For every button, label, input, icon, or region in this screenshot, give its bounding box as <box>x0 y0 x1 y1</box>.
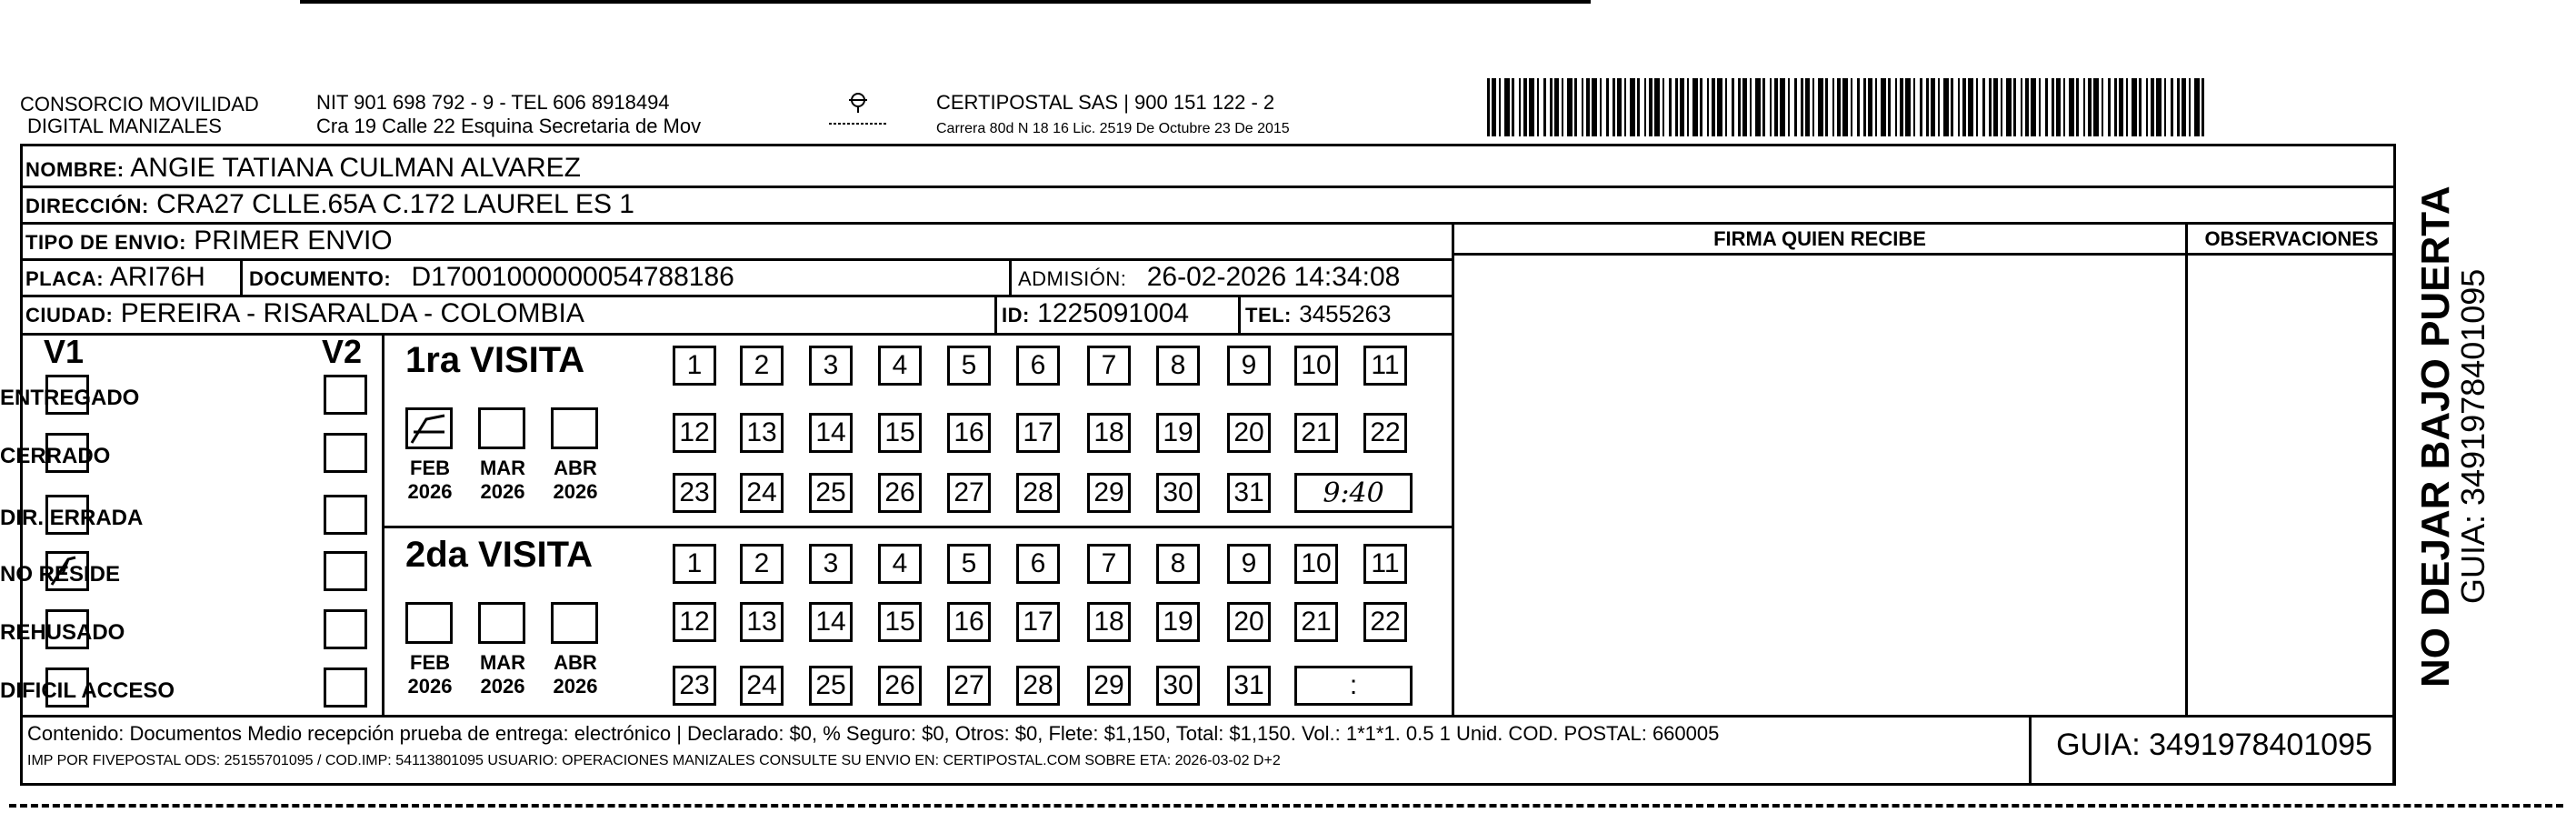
v1-header: V1 <box>44 333 85 370</box>
day-checkbox[interactable]: 10 <box>1294 544 1338 584</box>
admision-row <box>1018 262 1400 295</box>
month-label: MAR 2026 <box>479 457 526 503</box>
day-checkbox[interactable]: 19 <box>1156 602 1200 642</box>
day-checkbox[interactable]: 14 <box>809 602 853 642</box>
barcode-bar <box>1920 78 1922 136</box>
row-divider <box>20 715 2396 718</box>
barcode-bar <box>1982 78 1985 136</box>
month-label: MAR 2026 <box>479 651 526 698</box>
day-checkbox[interactable]: 3 <box>809 544 853 584</box>
day-checkbox[interactable]: 25 <box>809 666 853 706</box>
barcode-bar <box>1499 78 1501 136</box>
day-checkbox[interactable]: 24 <box>740 473 784 513</box>
placa-value: ARI76H <box>109 262 205 292</box>
col-divider <box>382 333 384 715</box>
company-name-line1: CONSORCIO MOVILIDAD <box>20 93 259 115</box>
barcode-bar <box>1537 78 1539 136</box>
barcode-bar <box>1812 78 1814 136</box>
day-checkbox[interactable]: 21 <box>1294 413 1338 453</box>
day-checkbox[interactable]: 10 <box>1294 346 1338 386</box>
barcode-bar <box>1582 78 1583 136</box>
col-divider <box>1452 222 1454 715</box>
col-divider <box>240 258 243 296</box>
col-divider <box>1238 295 1241 333</box>
day-checkbox[interactable]: 1 <box>673 346 716 386</box>
barcode-bar <box>1774 78 1778 136</box>
day-checkbox[interactable]: 28 <box>1016 473 1060 513</box>
barcode-bar <box>2108 78 2111 136</box>
tipo-label: TIPO DE ENVIO: <box>25 231 186 254</box>
barcode-bar <box>1725 78 1727 136</box>
day-checkbox[interactable]: 20 <box>1227 413 1271 453</box>
barcode-bar <box>2052 78 2054 136</box>
barcode-bar <box>1543 78 1546 136</box>
direccion-value: CRA27 CLLE.65A C.172 LAUREL ES 1 <box>156 189 634 219</box>
barcode-bar <box>1951 78 1953 136</box>
courier-license: Carrera 80d N 18 16 Lic. 2519 De Octubre 23 De 2015 <box>936 121 1290 136</box>
barcode-bar <box>1600 78 1602 136</box>
barcode-bar <box>2146 78 2148 136</box>
barcode-bar <box>2164 78 2166 136</box>
barcode-bar <box>2076 78 2079 136</box>
firma-header: FIRMA QUIEN RECIBE <box>1713 227 1926 250</box>
barcode-bar <box>1958 78 1960 136</box>
barcode-bar <box>1687 78 1689 136</box>
observaciones-header: OBSERVACIONES <box>2204 227 2379 250</box>
barcode-bar <box>1805 78 1810 136</box>
barcode-bar <box>2156 78 2162 136</box>
barcode-bar <box>1732 78 1734 136</box>
barcode-bar <box>1562 78 1563 136</box>
status-label: NO RESIDE <box>0 562 121 587</box>
barcode-bar <box>1989 78 1992 136</box>
col-divider <box>2185 222 2188 715</box>
day-checkbox[interactable]: 3 <box>809 346 853 386</box>
barcode-bar <box>1851 78 1852 136</box>
barcode-bar <box>1837 78 1841 136</box>
id-label: ID: <box>1002 304 1030 326</box>
ciudad-label: CIUDAD: <box>25 304 114 326</box>
placa-label: PLACA: <box>25 267 105 290</box>
v2-checkbox[interactable] <box>324 609 367 649</box>
barcode-bar <box>1926 78 1929 136</box>
barcode <box>1487 78 2214 136</box>
courier-logo-icon <box>822 89 894 131</box>
day-checkbox[interactable]: 7 <box>1087 346 1131 386</box>
tel-row <box>1245 298 1391 331</box>
month-label: FEB 2026 <box>407 457 453 503</box>
status-label: REHUSADO <box>0 620 125 645</box>
barcode-bar <box>1750 78 1752 136</box>
barcode-bar <box>2194 78 2200 136</box>
day-checkbox[interactable]: 14 <box>809 413 853 453</box>
day-checkbox[interactable]: 27 <box>947 666 991 706</box>
month-label: ABR 2026 <box>553 457 598 503</box>
barcode-bar <box>2021 78 2022 136</box>
barcode-bar <box>1895 78 1897 136</box>
barcode-bar <box>1512 78 1514 136</box>
month-checkbox[interactable] <box>478 407 525 449</box>
barcode-bar <box>2182 78 2186 136</box>
placa-row <box>25 262 205 295</box>
day-checkbox[interactable]: 30 <box>1156 666 1200 706</box>
day-checkbox[interactable]: 17 <box>1016 602 1060 642</box>
barcode-bar <box>1976 78 1978 136</box>
barcode-bar <box>1913 78 1915 136</box>
day-checkbox[interactable]: 4 <box>878 544 922 584</box>
barcode-bar <box>2093 78 2099 136</box>
barcode-bar <box>2006 78 2012 136</box>
barcode-bar <box>2013 78 2016 136</box>
barcode-bar <box>1654 78 1660 136</box>
barcode-bar <box>1624 78 1626 136</box>
day-checkbox[interactable]: 11 <box>1363 346 1407 386</box>
col-divider <box>994 295 997 333</box>
day-checkbox[interactable]: 20 <box>1227 602 1271 642</box>
status-label: ENTREGADO <box>0 386 140 410</box>
barcode-bar <box>1938 78 1940 136</box>
no-dejar-warning: NO DEJAR BAJO PUERTA <box>2413 186 2458 688</box>
status-label: CERRADO <box>0 444 111 468</box>
status-label: DIR. ERRADA <box>0 506 144 530</box>
day-checkbox[interactable]: 26 <box>878 473 922 513</box>
barcode-bar <box>1567 78 1573 136</box>
barcode-bar <box>2132 78 2137 136</box>
direccion-label: DIRECCIÓN: <box>25 195 149 217</box>
documento-label: DOCUMENTO: <box>249 267 392 290</box>
barcode-bar <box>1519 78 1521 136</box>
barcode-bar <box>1968 78 1973 136</box>
barcode-bar <box>1617 78 1622 136</box>
day-checkbox[interactable]: 13 <box>740 602 784 642</box>
barcode-bar <box>2001 78 2002 136</box>
barcode-bar <box>2088 78 2092 136</box>
admision-value: 26-02-2026 14:34:08 <box>1146 262 1401 292</box>
day-checkbox[interactable]: 7 <box>1087 544 1131 584</box>
barcode-bar <box>1762 78 1765 136</box>
barcode-bar <box>1888 78 1891 136</box>
ciudad-row <box>25 298 584 331</box>
day-checkbox[interactable]: 2 <box>740 346 784 386</box>
v2-checkbox[interactable] <box>324 433 367 473</box>
side-guia: GUIA: 3491978401095 <box>2454 268 2491 604</box>
day-checkbox[interactable]: 19 <box>1156 413 1200 453</box>
day-checkbox[interactable]: 8 <box>1156 346 1200 386</box>
barcode-bar <box>2139 78 2142 136</box>
barcode-bar <box>1675 78 1678 136</box>
day-checkbox[interactable]: 12 <box>673 413 716 453</box>
day-checkbox[interactable]: 8 <box>1156 544 1200 584</box>
barcode-bar <box>1905 78 1911 136</box>
barcode-bar <box>1592 78 1597 136</box>
barcode-bar <box>1794 78 1797 136</box>
barcode-bar <box>1788 78 1790 136</box>
direccion-row <box>25 189 634 222</box>
barcode-bar <box>1868 78 1872 136</box>
barcode-bar <box>2039 78 2041 136</box>
day-checkbox[interactable]: 9 <box>1227 544 1271 584</box>
time-field[interactable]: : <box>1294 666 1413 706</box>
barcode-bar <box>1606 78 1609 136</box>
day-checkbox[interactable]: 22 <box>1363 602 1407 642</box>
barcode-bar <box>1875 78 1877 136</box>
day-checkbox[interactable]: 1 <box>673 544 716 584</box>
barcode-bar <box>2025 78 2029 136</box>
company-name-line2: DIGITAL MANIZALES <box>27 115 222 137</box>
top-rule <box>300 0 1591 4</box>
company-address: Cra 19 Calle 22 Esquina Secretaria de Mov <box>316 115 702 137</box>
day-checkbox[interactable]: 12 <box>673 602 716 642</box>
barcode-bar <box>1680 78 1684 136</box>
row-divider <box>20 222 2396 225</box>
v2-checkbox[interactable] <box>324 667 367 708</box>
nombre-row <box>25 153 581 186</box>
day-checkbox[interactable]: 23 <box>673 473 716 513</box>
row-divider <box>20 186 2396 188</box>
month-checkbox[interactable] <box>405 602 453 644</box>
row-divider <box>1454 253 2396 256</box>
barcode-bar <box>1649 78 1652 136</box>
barcode-bar <box>1900 78 1903 136</box>
barcode-bar <box>2151 78 2154 136</box>
first-visit-title: 1ra VISITA <box>405 340 585 380</box>
col-divider <box>2392 222 2396 786</box>
barcode-bar <box>1832 78 1834 136</box>
nombre-value: ANGIE TATIANA CULMAN ALVAREZ <box>130 153 581 183</box>
documento-row <box>249 262 734 295</box>
v2-header: V2 <box>322 333 363 370</box>
barcode-bar <box>1550 78 1553 136</box>
barcode-bar <box>2177 78 2180 136</box>
barcode-bar <box>2056 78 2061 136</box>
barcode-bar <box>2102 78 2103 136</box>
v2-checkbox[interactable] <box>324 375 367 415</box>
tipo-row <box>25 226 393 258</box>
footer-guia: GUIA: 3491978401095 <box>2056 728 2372 762</box>
barcode-bar <box>1529 78 1534 136</box>
day-checkbox[interactable]: 18 <box>1087 602 1131 642</box>
barcode-bar <box>1487 78 1490 136</box>
day-checkbox[interactable]: 15 <box>878 602 922 642</box>
second-visit-title: 2da VISITA <box>405 535 593 575</box>
barcode-bar <box>1692 78 1698 136</box>
day-checkbox[interactable]: 24 <box>740 666 784 706</box>
month-label: FEB 2026 <box>407 651 453 698</box>
barcode-bar <box>2171 78 2173 136</box>
month-checkbox[interactable] <box>405 407 453 449</box>
barcode-bar <box>2114 78 2117 136</box>
tipo-value: PRIMER ENVIO <box>194 226 393 256</box>
id-value: 1225091004 <box>1037 298 1190 328</box>
barcode-bar <box>1742 78 1747 136</box>
company-nit: NIT 901 698 792 - 9 - TEL 606 8918494 <box>316 91 670 114</box>
ciudad-value: PEREIRA - RISARALDA - COLOMBIA <box>120 298 584 328</box>
footer-imp: IMP POR FIVEPOSTAL ODS: 25155701095 / COD.IMP: 54113801095 USUARIO: OPERACIONES MANIZALES CONSULTE SU ENVIO EN: CERTIPOSTAL.COM SOBRE ETA: 2026-03-02 D+2 <box>27 753 1281 768</box>
barcode-bar <box>1554 78 1559 136</box>
row-divider <box>20 258 1454 261</box>
barcode-bar <box>1662 78 1664 136</box>
day-checkbox[interactable]: 5 <box>947 544 991 584</box>
tel-value: 3455263 <box>1299 300 1392 327</box>
time-field[interactable]: 9:40 <box>1294 473 1413 513</box>
admision-label: ADMISIÓN: <box>1018 267 1127 290</box>
month-checkbox[interactable] <box>551 407 598 449</box>
col-divider <box>1009 258 1012 296</box>
barcode-bar <box>1801 78 1803 136</box>
id-row <box>1002 298 1189 331</box>
day-checkbox[interactable]: 9 <box>1227 346 1271 386</box>
v2-checkbox[interactable] <box>324 495 367 535</box>
day-checkbox[interactable]: 13 <box>740 413 784 453</box>
day-checkbox[interactable]: 15 <box>878 413 922 453</box>
barcode-bar <box>1630 78 1635 136</box>
day-checkbox[interactable]: 31 <box>1227 473 1271 513</box>
barcode-bar <box>1523 78 1527 136</box>
barcode-bar <box>2189 78 2191 136</box>
day-checkbox[interactable]: 27 <box>947 473 991 513</box>
barcode-bar <box>1780 78 1785 136</box>
barcode-bar <box>2063 78 2065 136</box>
day-checkbox[interactable]: 5 <box>947 346 991 386</box>
day-checkbox[interactable]: 23 <box>673 666 716 706</box>
cut-line <box>9 804 2563 808</box>
barcode-bar <box>2083 78 2085 136</box>
col-divider <box>382 526 1453 528</box>
barcode-bar <box>1717 78 1722 136</box>
barcode-bar <box>2202 78 2204 136</box>
day-checkbox[interactable]: 11 <box>1363 544 1407 584</box>
day-checkbox[interactable]: 26 <box>878 666 922 706</box>
barcode-bar <box>2069 78 2074 136</box>
day-checkbox[interactable]: 21 <box>1294 602 1338 642</box>
barcode-bar <box>1612 78 1615 136</box>
barcode-bar <box>1644 78 1646 136</box>
day-checkbox[interactable]: 18 <box>1087 413 1131 453</box>
day-checkbox[interactable]: 4 <box>878 346 922 386</box>
tel-label: TEL: <box>1245 304 1292 326</box>
barcode-bar <box>1993 78 1998 136</box>
day-checkbox[interactable]: 16 <box>947 602 991 642</box>
barcode-bar <box>1700 78 1702 136</box>
barcode-bar <box>1492 78 1496 136</box>
v2-checkbox[interactable] <box>324 551 367 591</box>
barcode-bar <box>1962 78 1966 136</box>
courier-name: CERTIPOSTAL SAS | 900 151 122 - 2 <box>936 91 1275 114</box>
barcode-bar <box>1637 78 1640 136</box>
barcode-bar <box>1825 78 1828 136</box>
barcode-bar <box>1738 78 1741 136</box>
barcode-bar <box>1818 78 1823 136</box>
barcode-bar <box>1770 78 1772 136</box>
month-label: ABR 2026 <box>553 651 598 698</box>
day-checkbox[interactable]: 6 <box>1016 346 1060 386</box>
status-label: DIFICIL ACCESO <box>0 678 175 703</box>
barcode-bar <box>1931 78 1935 136</box>
barcode-bar <box>1504 78 1510 136</box>
barcode-bar <box>1857 78 1860 136</box>
documento-value: D17001000000054788186 <box>411 262 734 292</box>
barcode-bar <box>1863 78 1866 136</box>
day-checkbox[interactable]: 2 <box>740 544 784 584</box>
barcode-bar <box>1586 78 1590 136</box>
row-divider <box>20 333 1454 336</box>
barcode-bar <box>1881 78 1886 136</box>
day-checkbox[interactable]: 29 <box>1087 666 1131 706</box>
day-checkbox[interactable]: 25 <box>809 473 853 513</box>
barcode-bar <box>1712 78 1715 136</box>
month-checkbox[interactable] <box>478 602 525 644</box>
barcode-bar <box>2119 78 2123 136</box>
day-checkbox[interactable]: 22 <box>1363 413 1407 453</box>
barcode-bar <box>2031 78 2036 136</box>
barcode-bar <box>1669 78 1672 136</box>
barcode-bar <box>1943 78 1949 136</box>
month-checkbox[interactable] <box>551 602 598 644</box>
barcode-bar <box>1574 78 1577 136</box>
day-checkbox[interactable]: 31 <box>1227 666 1271 706</box>
day-checkbox[interactable]: 17 <box>1016 413 1060 453</box>
barcode-bar <box>2126 78 2128 136</box>
day-checkbox[interactable]: 28 <box>1016 666 1060 706</box>
day-checkbox[interactable]: 16 <box>947 413 991 453</box>
barcode-bar <box>1842 78 1848 136</box>
barcode-bar <box>2045 78 2048 136</box>
day-checkbox[interactable]: 29 <box>1087 473 1131 513</box>
day-checkbox[interactable]: 6 <box>1016 544 1060 584</box>
col-divider <box>2029 715 2032 786</box>
barcode-bar <box>1755 78 1761 136</box>
nombre-label: NOMBRE: <box>25 158 125 181</box>
day-checkbox[interactable]: 30 <box>1156 473 1200 513</box>
barcode-bar <box>1707 78 1709 136</box>
footer-contenido: Contenido: Documentos Medio recepción prueba de entrega: electrónico | Declarado: $0, % Seguro: $0, Otros: $0, Flete: $1,150, Total: $1,150. Vol.: 1*1*1. 0.5 1 Unid. COD. POSTAL: 660005 <box>27 722 1720 745</box>
